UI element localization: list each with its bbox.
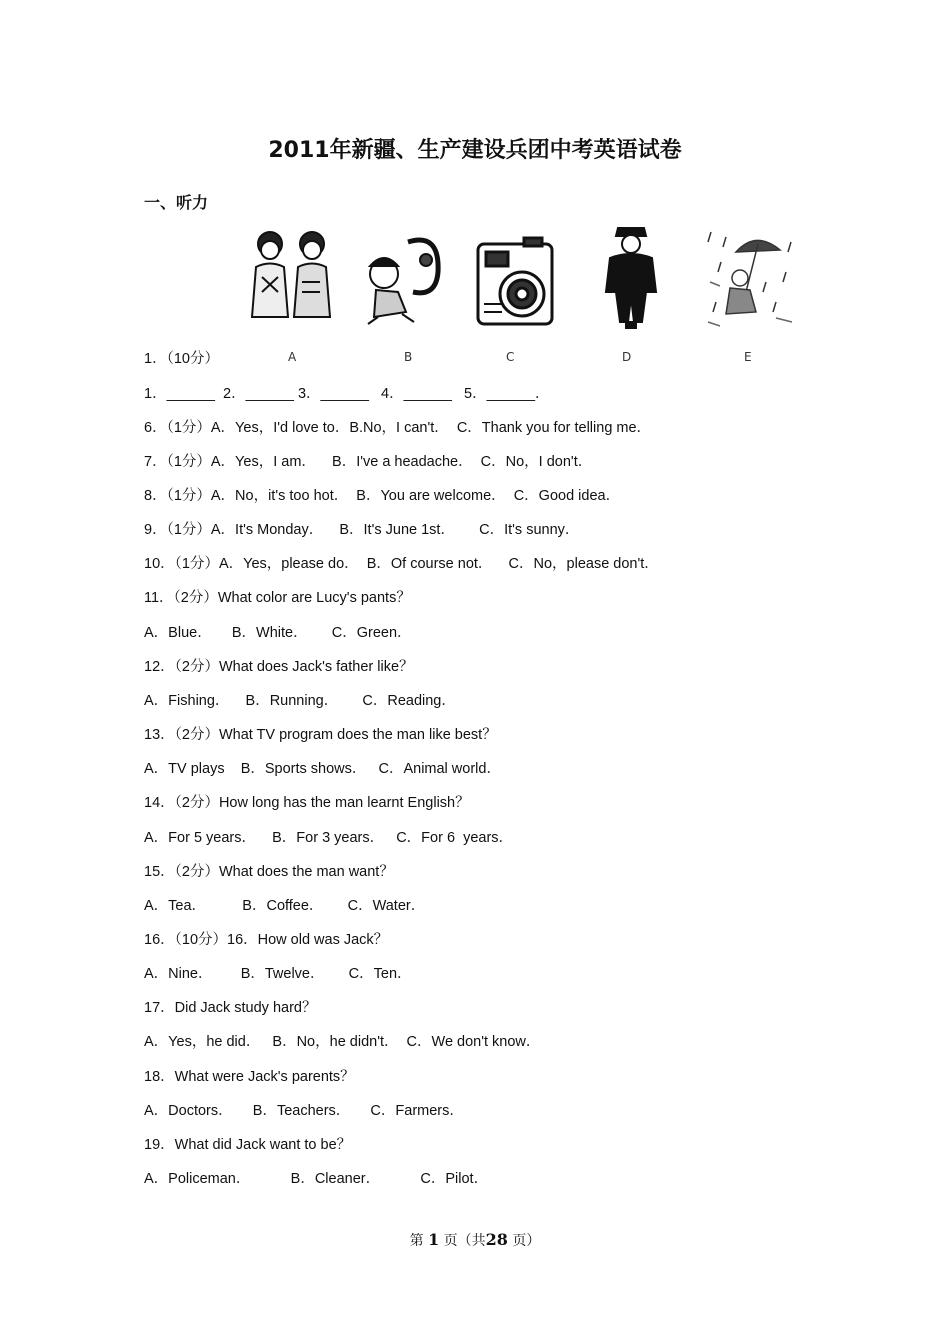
question-10: 10．（1分）A．Yes，please do． B．Of course not． C．No，please don't． [144, 556, 659, 572]
question-16: 16．（10分）16．How old was Jack？ [144, 932, 389, 948]
footer-middle: 页（共 [443, 1233, 486, 1249]
question-12-options: A．Fishing． B．Running． C．Reading． [144, 693, 456, 709]
question-11: 11．（2分）What color are Lucy's pants？ [144, 590, 411, 606]
picture-e-rain-umbrella-icon [706, 222, 796, 332]
question-14-options: A．For 5 years． B．For 3 years． C．For 6 years． [144, 830, 514, 846]
question-18: 18．What were Jack's parents？ [144, 1069, 355, 1085]
listening-pictures [236, 222, 796, 334]
question-19: 19．What did Jack want to be？ [144, 1137, 352, 1153]
question-13-options: A．TV plays B．Sports shows． C．Animal world． [144, 761, 501, 777]
footer-suffix: 页） [512, 1233, 541, 1249]
question-15-options: A．Tea． B．Coffee． C．Water． [144, 898, 426, 914]
question-8: 8．（1分）A．No，it's too hot． B．You are welcome． C．Good idea． [144, 488, 621, 504]
question-6: 6．（1分）A．Yes，I'd love to．B.No，I can't． C．Thank you for telling me． [144, 420, 652, 436]
picture-b-child-icon [358, 222, 448, 332]
question-15: 15．（2分）What does the man want？ [144, 864, 394, 880]
picture-label-a: A [288, 350, 297, 364]
picture-label-c: C [506, 350, 515, 364]
question-17: 17．Did Jack study hard？ [144, 1000, 317, 1016]
question-16-options: A．Nine． B．Twelve． C．Ten． [144, 966, 412, 982]
picture-label-d: D [622, 350, 632, 364]
picture-c-camera-icon [472, 222, 558, 332]
footer-prefix: 第 [409, 1233, 424, 1249]
question-9: 9．（1分）A．It's Monday． B．It's June 1st． C．It's sunny． [144, 522, 580, 538]
question-19-options: A．Policeman． B．Cleaner． C．Pilot． [144, 1171, 489, 1187]
question-11-options: A．Blue． B．White． C．Green． [144, 625, 412, 641]
picture-label-e: E [744, 350, 752, 364]
question-1-heading: 1．（10分） [144, 351, 219, 367]
question-13: 13．（2分）What TV program does the man like best？ [144, 727, 497, 743]
question-18-options: A．Doctors． B．Teachers． C．Farmers． [144, 1103, 464, 1119]
question-14: 14．（2分）How long has the man learnt English？ [144, 795, 470, 811]
question-12: 12．（2分）What does Jack's father like？ [144, 659, 414, 675]
question-17-options: A．Yes，he did． B．No，he didn't． C．We don't know． [144, 1034, 541, 1050]
question-7: 7．（1分）A．Yes，I am． B．I've a headache． C．No，I don't． [144, 454, 593, 470]
page-title: 2011年新疆、生产建设兵团中考英语试卷 [268, 138, 682, 163]
picture-label-b: B [404, 350, 413, 364]
answer-blanks-1-5: 1．______ 2．______ 3．______ 4．______ 5．______． [144, 386, 550, 402]
picture-a-two-people-icon [240, 222, 340, 332]
picture-d-policeman-icon [596, 222, 666, 332]
page-footer [0, 1230, 950, 1250]
section-heading-listening: 一、听力 [144, 193, 209, 212]
footer-page-number: 1 [428, 1230, 440, 1249]
footer-total-pages: 28 [485, 1230, 508, 1249]
